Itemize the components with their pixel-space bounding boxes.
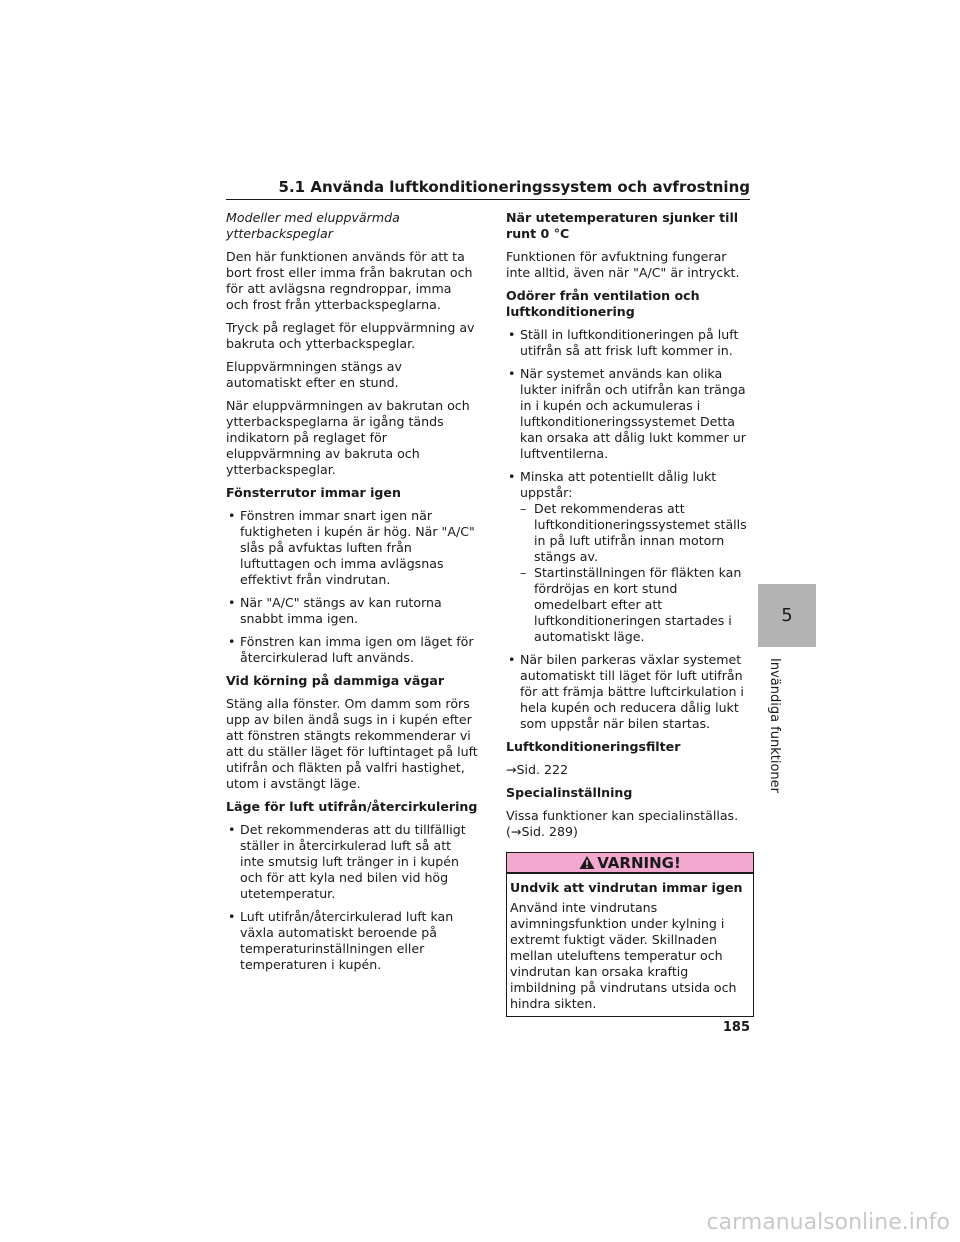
sub-list (520, 501, 754, 645)
header-rule (226, 199, 750, 200)
right-column (506, 210, 754, 1017)
chapter-number: 5 (781, 605, 793, 626)
page-reference: →Sid. 222 (506, 762, 569, 777)
sub-list-item: – Startinställningen för fläkten kan fördröjas en kort stund omedelbart efter att luftkonditioneringen startades i automatiskt läge. (520, 565, 754, 645)
paragraph: Den här funktionen används för att ta bort frost eller imma från bakrutan och för att avlägsna regndroppar, imma och frost från ytterbackspeglarna. (226, 249, 473, 312)
paragraph: Stäng alla fönster. Om damm som rörs upp av bilen ändå sugs in i kupén efter att fönstren stängts rekommenderar vi att du ställer läget för luftintaget på luft utifrån och fläkten på valfri hastighet, utom i avstängt läge. (226, 696, 478, 791)
bullet-list (226, 508, 478, 666)
section-heading: Läge för luft utifrån/återcirkulering (226, 799, 478, 814)
paragraph: När eluppvärmningen av bakrutan och ytterbackspeglarna är igång tänds indikatorn på reglaget för eluppvärmning av bakruta och ytterbackspeglar. (226, 398, 470, 477)
bullet-list (506, 327, 754, 732)
page-header-title: 5.1 Använda luftkonditioneringssystem och avfrostning (278, 178, 750, 196)
paragraph: Funktionen för avfuktning fungerar inte alltid, även när "A/C" är intryckt. (506, 249, 740, 280)
list-item: • Fönstren kan imma igen om läget för återcirkulerad luft används. (226, 634, 478, 666)
warning-heading: Undvik att vindrutan immar igen (510, 880, 743, 895)
intro-italic: Modeller med eluppvärmda ytterbackspeglar (226, 210, 400, 241)
section-heading: Luftkonditioneringsfilter (506, 739, 681, 754)
list-item: • Fönstren immar snart igen när fuktigheten i kupén är hög. När "A/C" slås på avfuktas luften från luftuttagen och imma avlägsnas effektivt från vindrutan. (226, 508, 478, 588)
list-item: • När systemet används kan olika lukter inifrån och utifrån kan tränga in i kupén och ackumuleras i luftkonditioneringssystemet Detta kan orsaka att dålig lukt kommer ur luftventilerna. (506, 366, 754, 462)
paragraph: Eluppvärmningen stängs av automatiskt efter en stund. (226, 359, 402, 390)
warning-header (507, 853, 753, 874)
chapter-label-vertical (758, 655, 790, 795)
list-item (506, 469, 754, 645)
watermark: carmanualsonline.info (706, 1210, 950, 1235)
warning-body (507, 874, 753, 1016)
section-heading: Specialinställning (506, 785, 633, 800)
sub-list-item: – Det rekommenderas att luftkonditioneringssystemet ställs in på luft utifrån innan motorn stängs av. (520, 501, 754, 565)
list-item: • Det rekommenderas att du tillfälligt ställer in återcirkulerad luft så att inte smutsig luft tränger in i kupén och för att kyla ned bilen vid hög utetemperatur. (226, 822, 478, 902)
bullet-list (226, 822, 478, 973)
warning-triangle-icon (579, 855, 595, 870)
list-item: • När "A/C" stängs av kan rutorna snabbt imma igen. (226, 595, 478, 627)
left-column (226, 210, 478, 980)
warning-text: Använd inte vindrutans avimningsfunktion under kylning i extremt fuktigt väder. Skillnaden mellan uteluftens temperatur och vindrutan kan orsaka kraftig imbildning på vindrutans utsida och hindra sikten. (510, 900, 737, 1011)
paragraph: Vissa funktioner kan specialinställas. (→Sid. 289) (506, 808, 739, 839)
section-heading: Fönsterrutor immar igen (226, 485, 401, 500)
warning-label: VARNING! (597, 854, 681, 872)
list-item: • Ställ in luftkonditioneringen på luft utifrån så att frisk luft kommer in. (506, 327, 754, 359)
chapter-tab (758, 584, 816, 647)
list-item: • Luft utifrån/återcirkulerad luft kan växla automatiskt beroende på temperaturinställningen eller temperaturen i kupén. (226, 909, 478, 973)
section-heading: Odörer från ventilation och luftkonditionering (506, 288, 700, 319)
section-heading: När utetemperaturen sjunker till runt 0 °C (506, 210, 739, 241)
page-number: 185 (722, 1020, 750, 1035)
list-item: • När bilen parkeras växlar systemet automatiskt till läget för luft utifrån för att främja bättre luftcirkulation i hela kupén och reducera dålig lukt som uppstår när bilen startas. (506, 652, 754, 732)
paragraph: Tryck på reglaget för eluppvärmning av bakruta och ytterbackspeglar. (226, 320, 475, 351)
section-heading: Vid körning på dammiga vägar (226, 673, 445, 688)
warning-box (506, 852, 754, 1017)
chapter-label: Invändiga funktioner (766, 657, 782, 793)
list-item-text: Minska att potentiellt dålig lukt uppstår: (520, 469, 717, 500)
